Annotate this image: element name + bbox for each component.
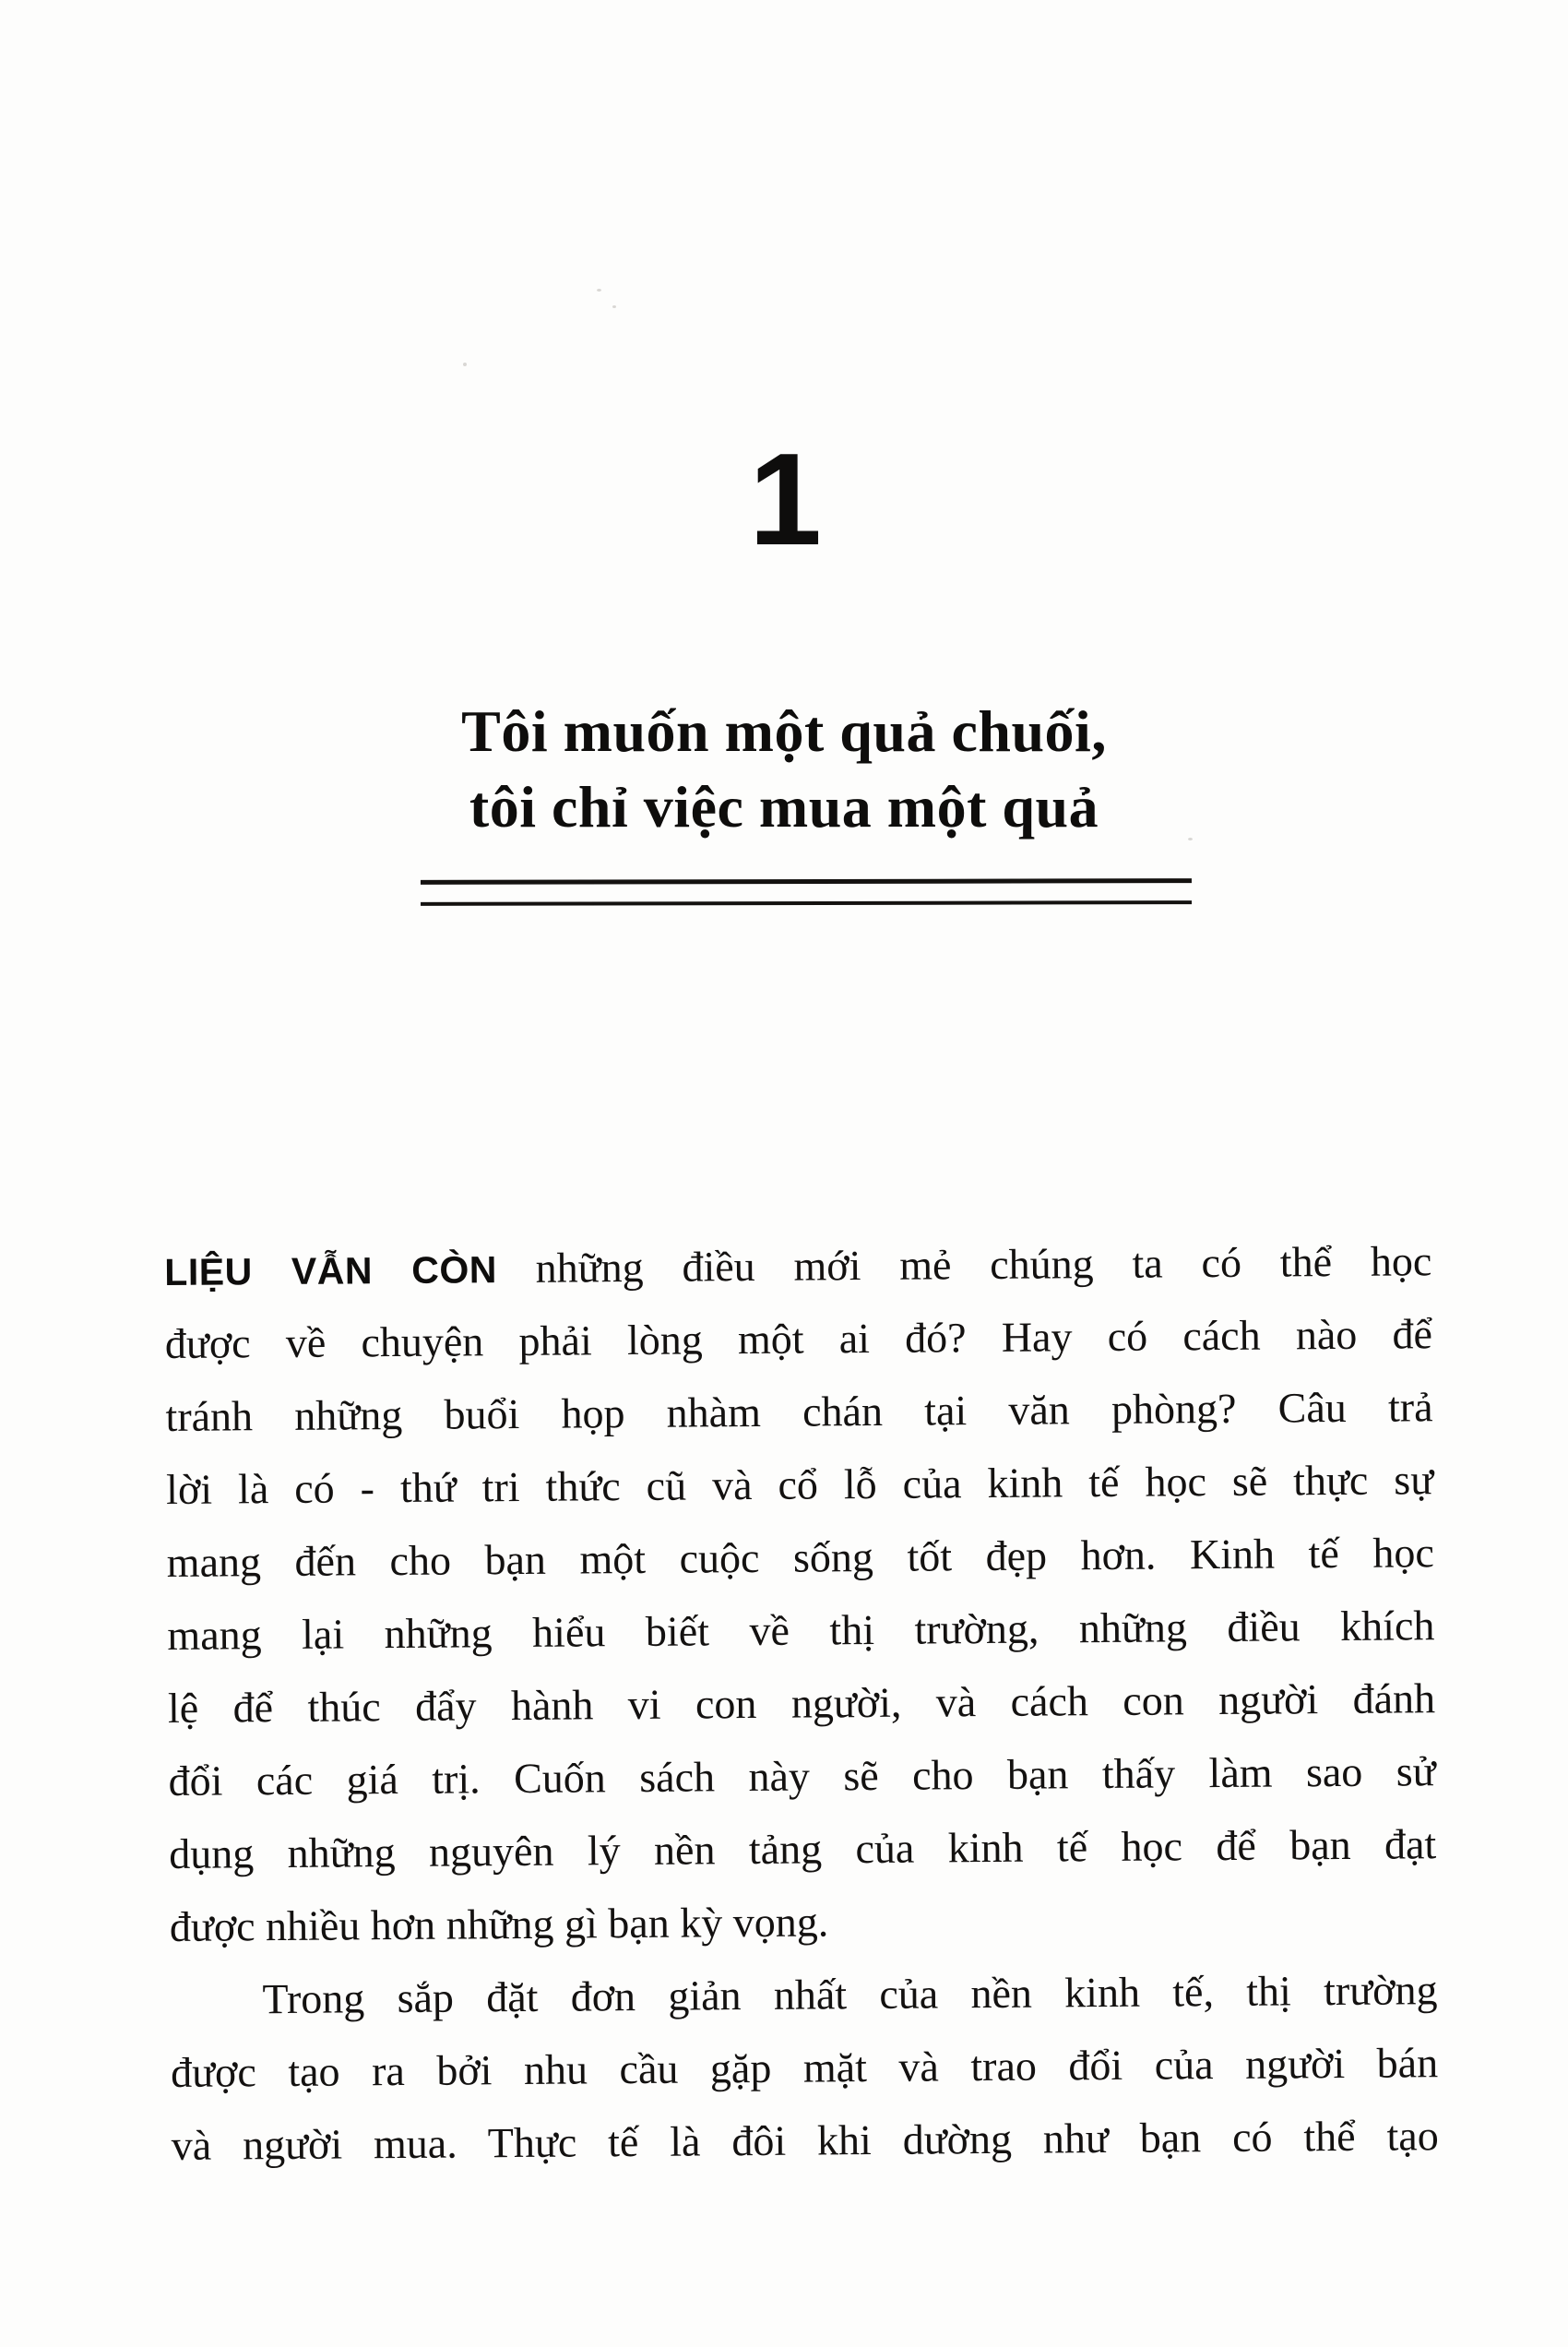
chapter-title [0, 694, 1568, 845]
body-line: đổi các giá trị. Cuốn sách này sẽ cho bạn thấy làm sao sử [168, 1747, 1436, 1805]
scan-speck [1188, 838, 1193, 840]
body-line: mang đến cho bạn một cuộc sống tốt đẹp hơn. Kinh tế học [166, 1529, 1434, 1586]
scan-speck [597, 289, 601, 292]
scan-speck [612, 305, 616, 308]
body-line-paragraph-start: Trong sắp đặt đơn giản nhất của nền kinh tế, thị trường [262, 1966, 1438, 2023]
body-line: tránh những buổi họp nhàm chán tại văn phòng? Câu trả [165, 1383, 1433, 1440]
body-text-block [164, 1224, 1439, 2182]
body-line: lệ để thúc đẩy hành vi con người, và cách con người đánh [167, 1674, 1436, 1732]
body-line: và người mua. Thực tế là đôi khi dường như bạn có thể tạo [171, 2112, 1439, 2169]
body-line-paragraph-end: được nhiều hơn những gì bạn kỳ vọng. [169, 1898, 829, 1950]
body-line-text: những điều mới mẻ chúng ta có thể học [535, 1237, 1432, 1292]
chapter-title-line-1: Tôi muốn một quả chuối, [461, 698, 1107, 764]
body-line [164, 1224, 1432, 1307]
body-line: lời là có - thứ tri thức cũ và cổ lỗ của kinh tế học sẽ thực sự [165, 1456, 1434, 1513]
paragraph-lead-in: LIỆU VẪN CÒN [164, 1248, 498, 1293]
body-line: mang lại những hiểu biết về thị trường, những điều khích [167, 1602, 1435, 1659]
title-double-rule [421, 878, 1192, 906]
body-line: được về chuyện phải lòng một ai đó? Hay có cách nào để [164, 1310, 1433, 1367]
chapter-title-line-2: tôi chỉ việc mua một quả [469, 774, 1099, 840]
body-line: được tạo ra bởi nhu cầu gặp mặt và trao đổi của người bán [170, 2039, 1439, 2096]
chapter-number: 1 [749, 426, 819, 573]
body-line: dụng những nguyên lý nền tảng của kinh tế học để bạn đạt [169, 1820, 1437, 1877]
scan-speck [463, 363, 467, 366]
